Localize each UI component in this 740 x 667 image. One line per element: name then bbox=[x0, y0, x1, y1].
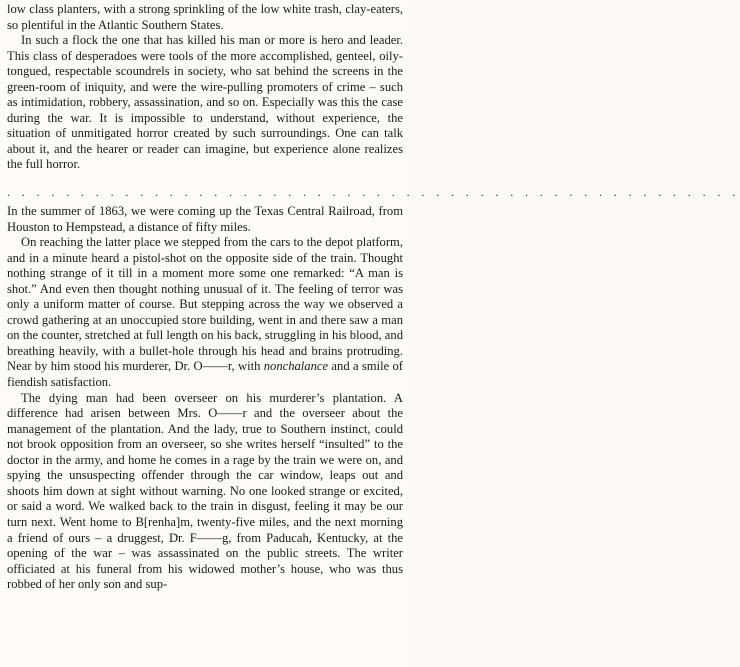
paragraph-continuation: low class planters, with a strong sprinkling of the low white trash, clay-eaters, so plentiful in the Atlantic Southern States. bbox=[7, 2, 403, 32]
paragraph-summer-1863: In the summer of 1863, we were coming up the Texas Central Railroad, from Houston to Hempstead, a distance of fifty miles. bbox=[7, 204, 403, 234]
pistol-shot-text-end: and a smile of fiendish satisfaction. bbox=[7, 359, 403, 390]
section-gap bbox=[7, 173, 403, 179]
section-separator-dots: . . . . . . . . . . . . . . . . . . . . . . . . . . . . . . . . . . . . . . . . . . . . . . . . . . bbox=[7, 185, 740, 200]
paragraph-desperadoes: In such a flock the one that has killed his man or more is hero and leader. This class of desperadoes were tools of the more accomplished, genteel, oily-tongued, respectable scoundrels in society, who sat behind the screens in the green-room of iniquity, and were the wire-pulling promoters of crime – such as intimidation, robbery, assassination, and so on. Especially was this the case during the war. It is impossible to understand, without experience, the situation of unmitigated horror created by such surroundings. One can talk about it, and the hearer or reader can imagine, but experience alone realizes the full horror. bbox=[7, 33, 403, 172]
pistol-shot-text: On reaching the latter place we stepped from the cars to the depot platform, and in a minute heard a pistol-shot on the opposite side of the train. Thought nothing strange of it till in a moment more some one remarked: “A man is shot.” And even then thought nothing unusual of it. The feeling of terror was only a uniform matter of course. But stepping across the way we observed a crowd gathering at an unoccupied store building, went in and there saw a man on the counter, stretched at full length on his back, struggling in his blood, and breathing heavily, with a bullet-hole through his head and brains protruding. Near by him stood his murderer, Dr. O——r, with bbox=[7, 235, 403, 374]
paragraph-pistol-shot bbox=[7, 235, 403, 390]
paragraph-dying-overseer: The dying man had been overseer on his murderer’s plantation. A difference had arisen between Mrs. O——r and the overseer about the management of the plantation. And the lady, true to Southern instinct, could not brook opposition from an overseer, so she writes herself “insulted” to the doctor in the army, and home he comes in a rage by the train we were on, and spying the unsuspecting offender through the car window, leaps out and shoots him down at sight without warning. No one looked strange or excited, or said a word. We walked back to the train in disgust, feeling it may be our turn next. Went home to B[renha]m, twenty-five miles, and the next morning a friend of ours – a druggest, Dr. F——g, from Paducah, Kentucky, at the opening of the war – was assassinated on the public streets. The writer officiated at his funeral from his widowed mother’s house, who was thus robbed of her only son and sup- bbox=[7, 390, 403, 592]
body-text bbox=[7, 2, 740, 593]
italic-nonchalance: nonchalance bbox=[263, 359, 329, 374]
